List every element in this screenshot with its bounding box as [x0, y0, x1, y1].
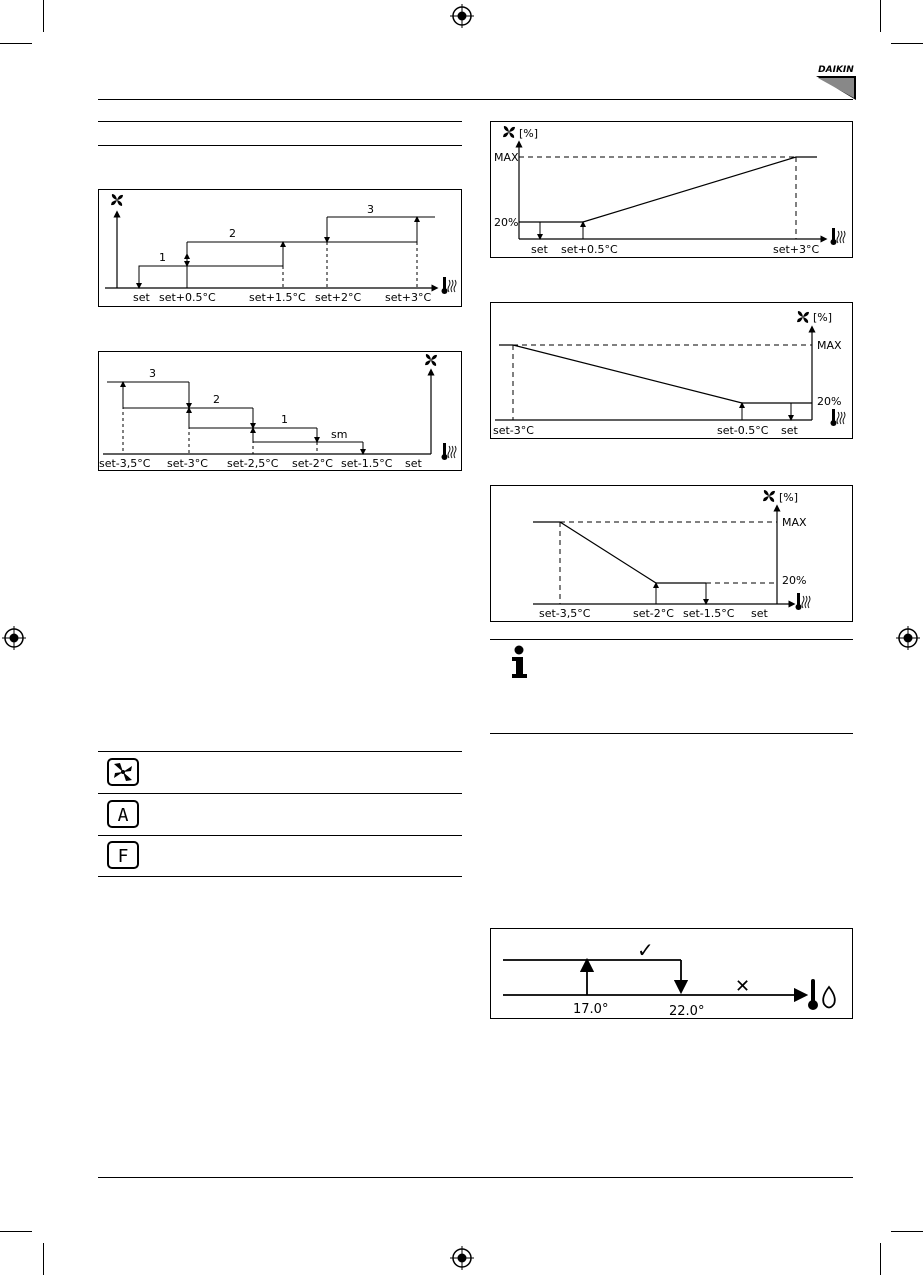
tick-label: set-3°C — [167, 457, 208, 470]
tick-label: set-1.5°C — [341, 457, 393, 470]
thermometer-heat-icon — [831, 228, 846, 245]
daikin-logo — [816, 62, 856, 100]
min-label: 20% — [494, 216, 519, 229]
tick-label: set — [133, 291, 150, 304]
crop-mark — [891, 43, 923, 44]
step-label: sm — [331, 428, 348, 441]
step-label: 2 — [213, 393, 220, 406]
crop-mark — [43, 0, 44, 32]
tick-label: set-3,5°C — [539, 607, 591, 620]
tick-label: set-3,5°C — [99, 457, 151, 470]
tick-label: set-2,5°C — [227, 457, 279, 470]
low-threshold-label: 17.0° — [573, 1002, 609, 1017]
registration-mark — [896, 626, 920, 650]
unit-label: [%] — [779, 491, 799, 504]
tick-label: set — [781, 424, 798, 437]
crop-mark — [0, 1231, 32, 1232]
thermometer-heat-icon — [442, 277, 457, 294]
registration-mark — [2, 626, 26, 650]
tick-label: set+1.5°C — [249, 291, 306, 304]
humidity-hysteresis-diagram — [490, 928, 853, 1019]
header-rule — [98, 99, 853, 100]
crop-mark — [0, 43, 32, 44]
section-rule — [98, 145, 462, 146]
step-label: 3 — [149, 367, 156, 380]
max-label: MAX — [817, 339, 842, 352]
fan-modulating-cooling-diagram — [490, 302, 853, 439]
crop-mark — [43, 1243, 44, 1275]
fan-icon — [503, 126, 515, 138]
fan-modulating-heating-diagram — [490, 121, 853, 258]
unit-label: [%] — [519, 127, 539, 140]
fan-icon — [797, 311, 809, 323]
fan-steps-cooling-diagram — [98, 351, 462, 471]
tick-label: set+3°C — [385, 291, 432, 304]
max-label: MAX — [494, 151, 519, 164]
crop-mark — [880, 1243, 881, 1275]
tick-label: set-1.5°C — [683, 607, 735, 620]
fan-icon — [425, 354, 437, 366]
thermometer-heat-icon — [796, 593, 811, 610]
table-rule — [98, 835, 462, 836]
table-rule — [98, 793, 462, 794]
thermometer-humidity-icon — [808, 979, 835, 1010]
fan-icon — [106, 757, 140, 787]
table-rule — [98, 876, 462, 877]
tick-label: set-0.5°C — [717, 424, 769, 437]
tick-label: set+0.5°C — [159, 291, 216, 304]
thermometer-heat-icon — [442, 443, 457, 460]
registration-mark — [450, 4, 474, 28]
tick-label: set-2°C — [292, 457, 333, 470]
fan-icon — [111, 194, 123, 206]
auto-icon — [106, 799, 140, 829]
step-label: 1 — [159, 251, 166, 264]
crop-mark — [880, 0, 881, 32]
cross-icon: ✕ — [735, 976, 751, 997]
step-label: 3 — [367, 203, 374, 216]
registration-mark — [450, 1246, 474, 1270]
min-label: 20% — [782, 574, 807, 587]
high-threshold-label: 22.0° — [669, 1004, 705, 1018]
fan-steps-heating-diagram — [98, 189, 462, 307]
auto-glyph: A — [117, 805, 129, 826]
info-icon — [509, 645, 529, 679]
fan-icon — [763, 490, 775, 502]
unit-label: [%] — [813, 311, 833, 324]
tick-label: set+3°C — [773, 243, 820, 256]
section-rule — [98, 121, 462, 122]
thermometer-heat-icon — [831, 409, 846, 426]
fixed-icon — [106, 840, 140, 870]
crop-mark — [891, 1231, 923, 1232]
footer-rule — [98, 1177, 853, 1178]
tick-label: set+2°C — [315, 291, 362, 304]
max-label: MAX — [782, 516, 807, 529]
fan-modulating-cooling-2-diagram — [490, 485, 853, 622]
note-rule-top — [490, 639, 853, 640]
min-label: 20% — [817, 395, 842, 408]
logo-text: DAIKIN — [818, 65, 854, 75]
tick-label: set — [751, 607, 768, 620]
table-rule — [98, 751, 462, 752]
tick-label: set — [405, 457, 422, 470]
check-icon: ✓ — [637, 938, 654, 962]
tick-label: set-3°C — [493, 424, 534, 437]
fixed-glyph: F — [117, 846, 129, 867]
step-label: 1 — [281, 413, 288, 426]
note-rule-bottom — [490, 733, 853, 734]
tick-label: set+0.5°C — [561, 243, 618, 256]
tick-label: set — [531, 243, 548, 256]
tick-label: set-2°C — [633, 607, 674, 620]
step-label: 2 — [229, 227, 236, 240]
